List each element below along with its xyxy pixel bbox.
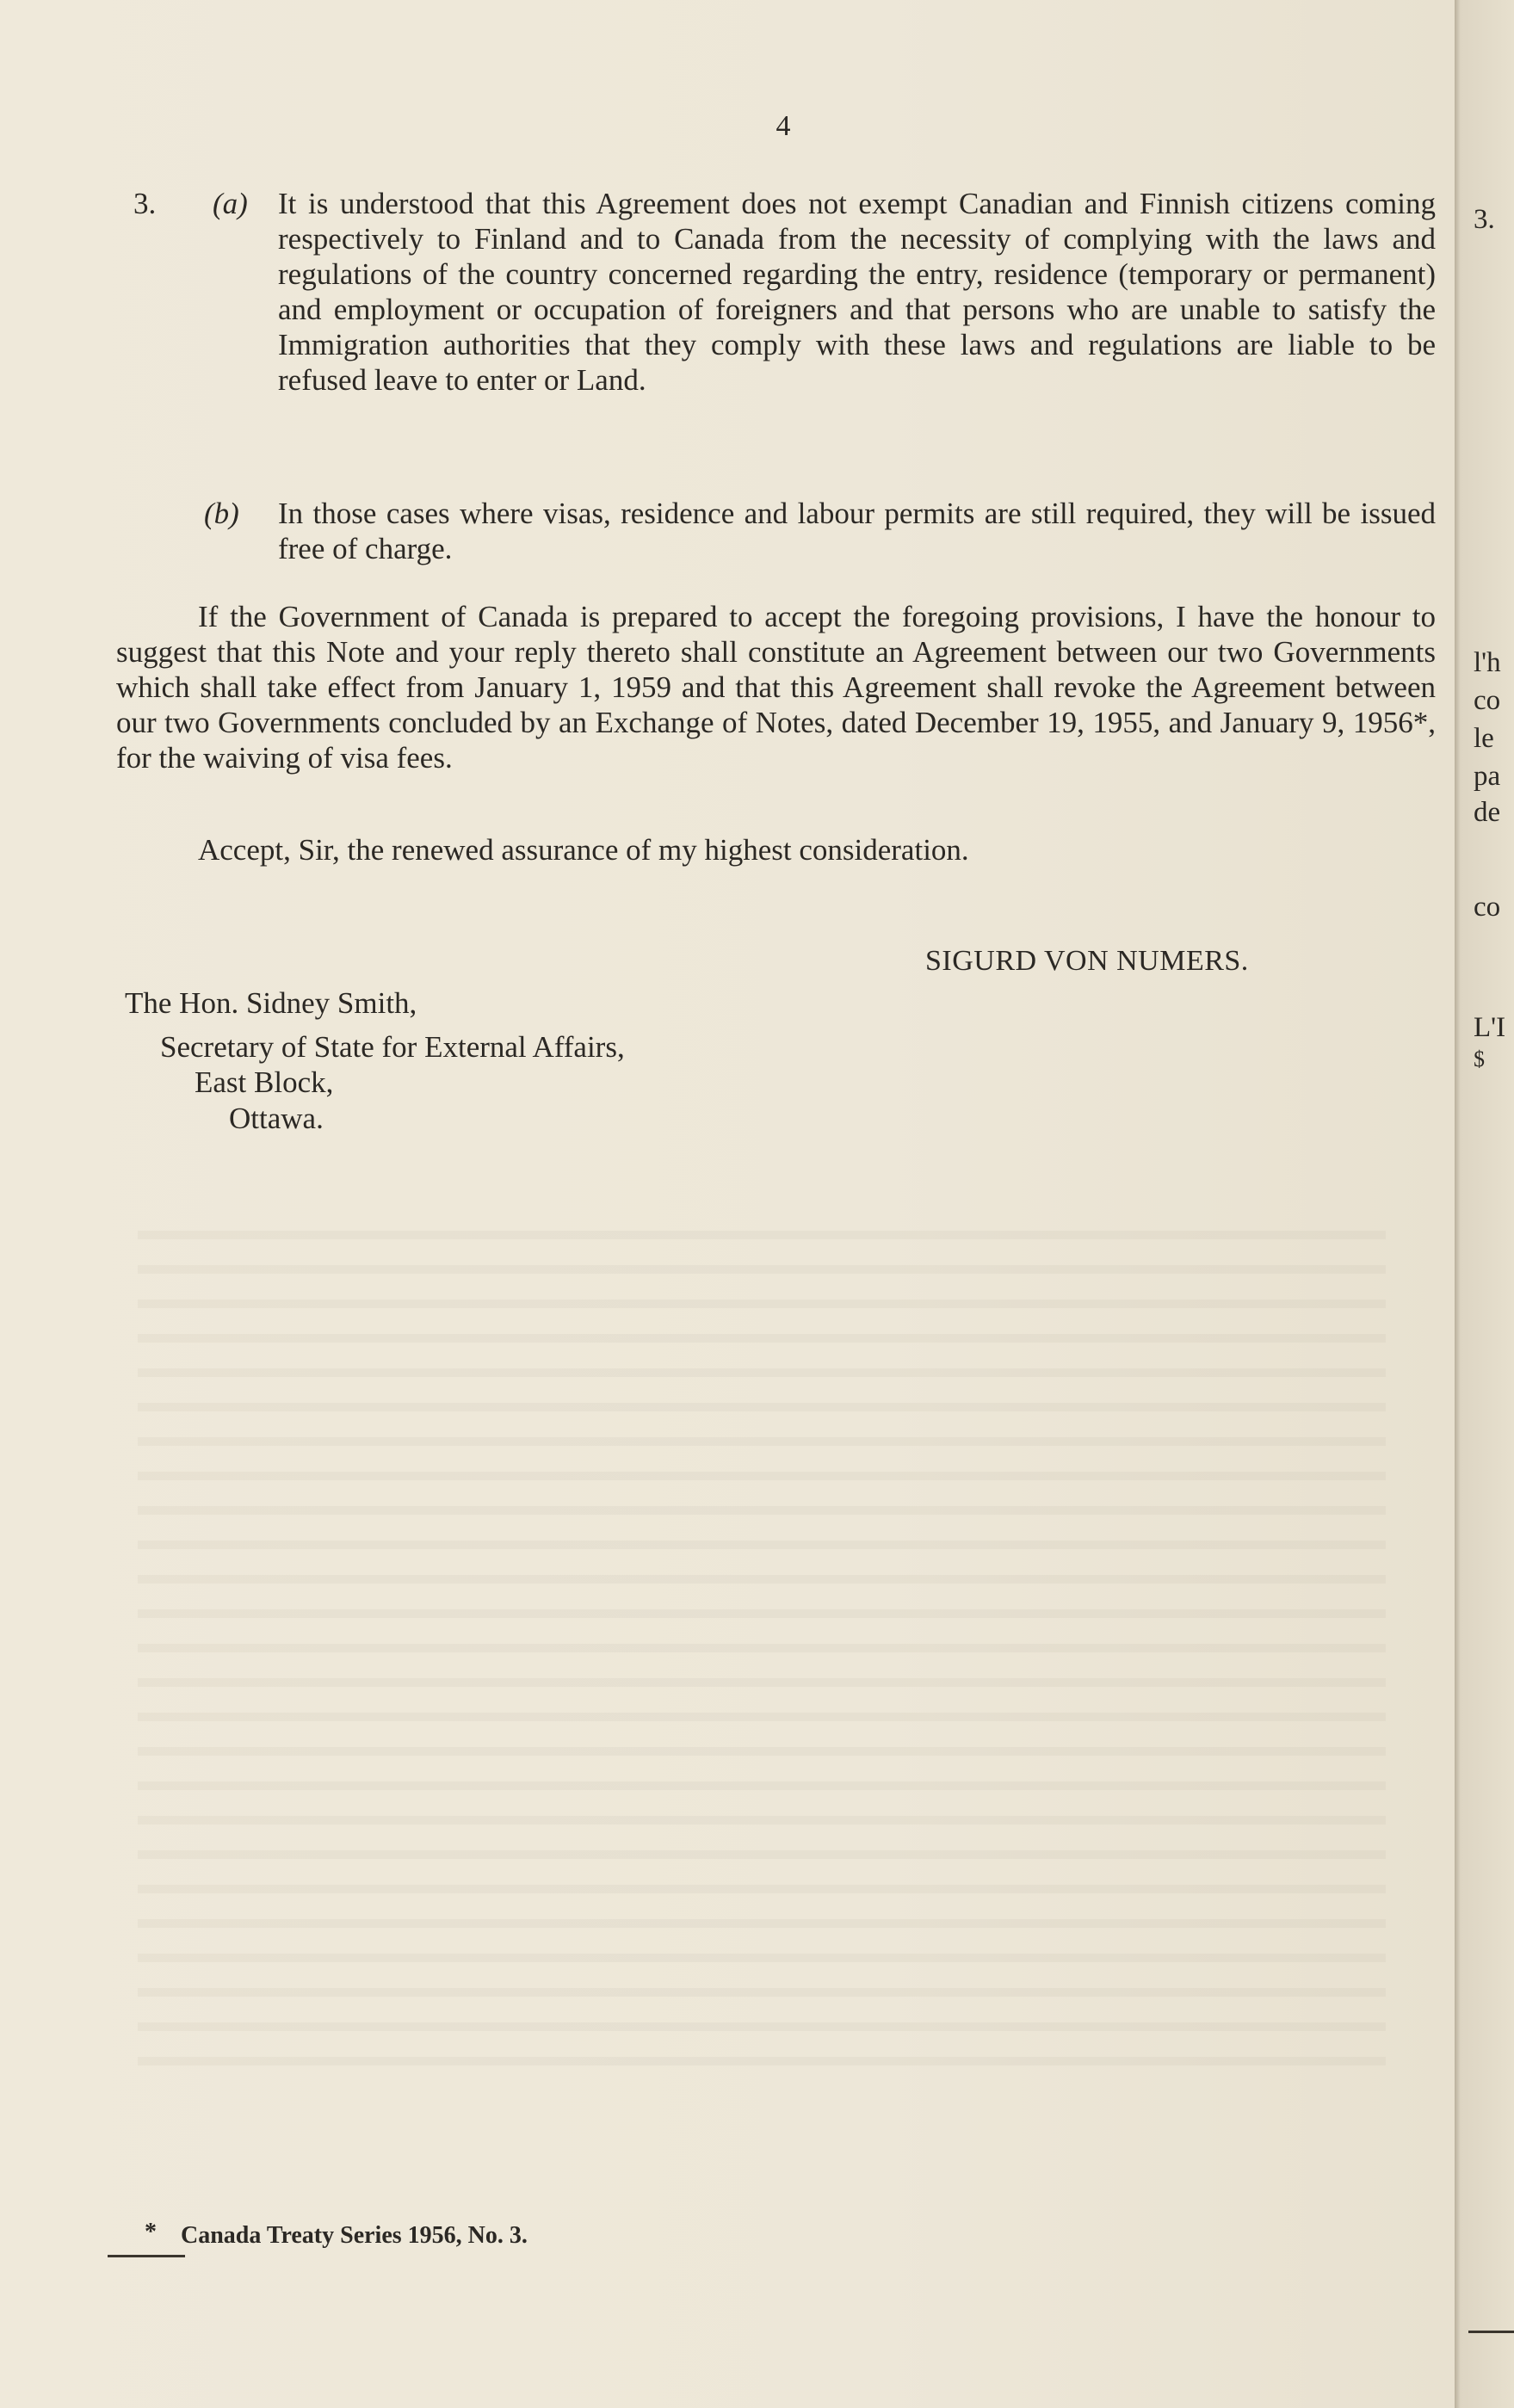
adjacent-fragment-4: le	[1474, 723, 1494, 754]
adjacent-fragment-9: $	[1474, 1047, 1485, 1071]
adjacent-footnote-rule	[1468, 2331, 1514, 2333]
subitem-b-text: In those cases where visas, residence and labour permits are still required, they will be issued free of charge.	[278, 497, 1436, 565]
addressee-line-1: The Hon. Sidney Smith,	[125, 986, 417, 1020]
page-number: 4	[776, 110, 791, 142]
adjacent-fragment-6: de	[1474, 797, 1501, 828]
subitem-a-text: It is understood that this Agreement does not exempt Canadian and Finnish citizens coming respectively to Finland and to Canada from the necessity of complying with the laws and regulations of the country concerned regarding the entry, residence (temporary or permanent) and employment or occupation of foreigners and that persons who are unable to satisfy the Immigration authorities that they comply with these laws and regulations are liable to be refused leave to enter or Land.	[278, 187, 1436, 397]
adjacent-page-edge	[1455, 0, 1514, 2408]
footnote-text: Canada Treaty Series 1956, No. 3.	[181, 2222, 528, 2249]
signature: SIGURD VON NUMERS.	[925, 945, 1249, 977]
addressee-line-2: Secretary of State for External Affairs,	[160, 1030, 625, 1064]
closing-line: Accept, Sir, the renewed assurance of my highest consideration.	[198, 833, 969, 867]
adjacent-fragment-1: 3.	[1474, 204, 1495, 235]
adjacent-fragment-5: pa	[1474, 761, 1501, 792]
adjacent-fragment-8: L'I	[1474, 1012, 1506, 1043]
main-paragraph: If the Government of Canada is prepared to accept the foregoing provisions, I have the honour to suggest that this Note and your reply thereto shall constitute an Agreement between our two Governments which shall take effect from January 1, 1959 and that this Agreement shall revoke the Agreement between our two Governments concluded by an Exchange of Notes, dated December 19, 1955, and January 9, 1956*, for the waiving of visa fees.	[116, 600, 1436, 775]
bleed-through-texture	[138, 1205, 1386, 2065]
subitem-b-label: (b)	[204, 497, 239, 530]
footnote-rule	[108, 2255, 185, 2257]
adjacent-fragment-3: co	[1474, 685, 1501, 716]
addressee-line-3: East Block,	[195, 1065, 334, 1099]
adjacent-fragment-7: co	[1474, 892, 1501, 923]
addressee-line-4: Ottawa.	[229, 1102, 324, 1135]
adjacent-fragment-2: l'h	[1474, 647, 1501, 678]
item-number: 3.	[133, 187, 157, 220]
footnote-mark: *	[145, 2219, 157, 2245]
subitem-a-label: (a)	[213, 187, 248, 220]
